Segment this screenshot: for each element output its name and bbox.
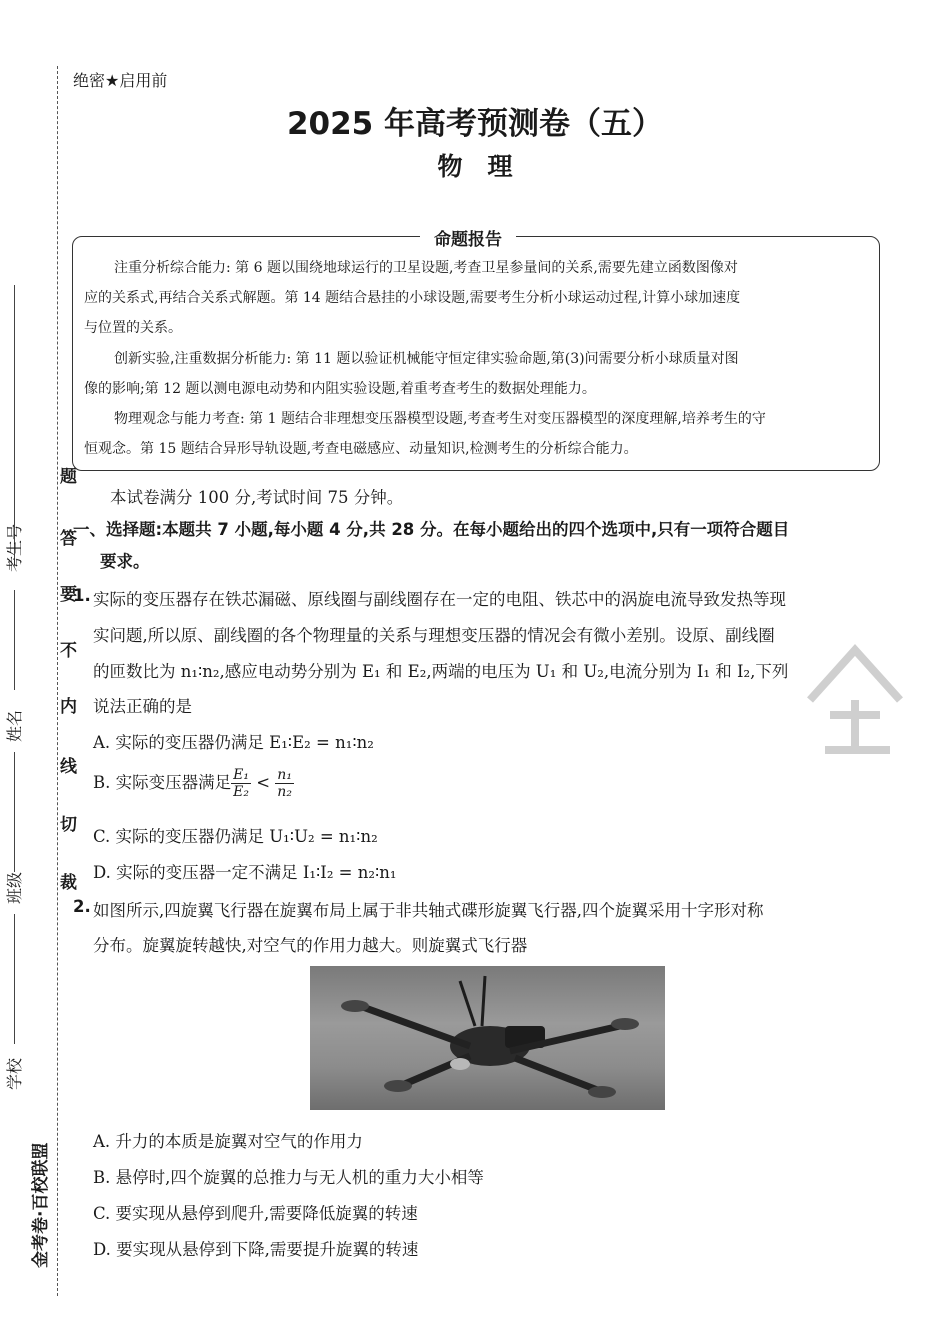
secret-label: 绝密★启用前 xyxy=(73,71,168,90)
cut-word: 线 xyxy=(60,757,77,777)
brand-label: 金考卷·百校联盟 xyxy=(31,1142,51,1268)
page-title: 2025 年高考预测卷（五） xyxy=(286,106,664,142)
question-text: 实际的变压器存在铁芯漏磁、原线圈与副线圈存在一定的电阻、铁芯中的涡旋电流导致发热等现 xyxy=(93,590,786,609)
report-line: 像的影响;第 12 题以测电源电动势和内阻实验设题,着重考查考生的数据处理能力。 xyxy=(84,381,596,397)
cut-word: 要 xyxy=(60,585,77,605)
cut-word: 切 xyxy=(60,815,77,835)
question-number: 2. xyxy=(73,897,91,916)
subject-title: 物 理 xyxy=(437,152,513,181)
cut-word: 题 xyxy=(60,467,77,487)
cut-word: 内 xyxy=(60,697,77,717)
drone-icon xyxy=(310,966,665,1110)
question-text: 如图所示,四旋翼飞行器在旋翼布局上属于非共轴式碟形旋翼飞行器,四个旋翼采用十字形对称 xyxy=(93,901,764,920)
field-label-school: 学校 xyxy=(5,1057,24,1090)
option-a: A. 实际的变压器仍满足 E₁∶E₂ = n₁∶n₂ xyxy=(93,733,374,752)
field-underline xyxy=(14,914,16,1044)
option-b: B. 悬停时,四个旋翼的总推力与无人机的重力大小相等 xyxy=(93,1168,484,1187)
report-line: 注重分析综合能力: 第 6 题以围绕地球运行的卫星设题,考查卫星参量间的关系,需要先建立函数图像对 xyxy=(114,260,738,276)
section-heading: 一、选择题:本题共 7 小题,每小题 4 分,共 28 分。在每小题给出的四个选项中,只有一项符合题目 xyxy=(73,520,790,539)
report-line: 创新实验,注重数据分析能力: 第 11 题以验证机械能守恒定律实验命题,第(3)问需要分析小球质量对图 xyxy=(114,351,739,367)
cut-word: 答 xyxy=(60,529,77,549)
option-b: B. 实际变压器满足 $\frac{\text{E₁}}{\text{E₂}}$ < $\frac{\text{n₁}}{\text{n₂}}$ xyxy=(93,767,292,800)
field-underline xyxy=(14,752,16,872)
option-c: C. 要实现从悬停到爬升,需要降低旋翼的转速 xyxy=(93,1204,418,1223)
field-label-name: 姓名 xyxy=(5,709,24,742)
question-text: 实问题,所以原、副线圈的各个物理量的关系与理想变压器的情况会有微小差别。设原、副线圈 xyxy=(93,626,775,645)
field-label-exam-number: 考生号 xyxy=(5,523,24,572)
cut-word: 裁 xyxy=(60,873,77,893)
option-c: C. 实际的变压器仍满足 U₁∶U₂ = n₁∶n₂ xyxy=(93,827,378,846)
report-title: 命题报告 xyxy=(420,225,516,250)
cut-line xyxy=(57,66,58,1296)
option-d: D. 要实现从悬停到下降,需要提升旋翼的转速 xyxy=(93,1240,419,1259)
drone-photo xyxy=(310,966,665,1110)
option-d: D. 实际的变压器一定不满足 I₁∶I₂ = n₂∶n₁ xyxy=(93,863,397,882)
section-heading-cont: 要求。 xyxy=(100,552,150,571)
question-text: 说法正确的是 xyxy=(93,697,192,716)
cut-word: 不 xyxy=(60,641,77,661)
field-underline xyxy=(14,590,16,690)
watermark-icon xyxy=(800,640,930,760)
watermark-logo xyxy=(800,640,930,782)
report-line: 与位置的关系。 xyxy=(84,320,182,336)
field-label-class: 班级 xyxy=(5,871,24,904)
report-line: 恒观念。第 15 题结合异形导轨设题,考查电磁感应、动量知识,检测考生的分析综合能力。 xyxy=(84,441,638,457)
question-text: 的匝数比为 n₁∶n₂,感应电动势分别为 E₁ 和 E₂,两端的电压为 U₁ 和 U₂,电流分别为 I₁ 和 I₂,下列 xyxy=(93,662,789,681)
report-line: 物理观念与能力考查: 第 1 题结合非理想变压器模型设题,考查考生对变压器模型的深度理解,培养考生的守 xyxy=(114,411,766,427)
question-number: 1. xyxy=(73,586,91,605)
exam-info: 本试卷满分 100 分,考试时间 75 分钟。 xyxy=(110,488,404,507)
question-text: 分布。旋翼旋转越快,对空气的作用力越大。则旋翼式飞行器 xyxy=(93,936,528,955)
report-line: 应的关系式,再结合关系式解题。第 14 题结合悬挂的小球设题,需要考生分析小球运动过程,计算小球加速度 xyxy=(84,290,741,306)
option-a: A. 升力的本质是旋翼对空气的作用力 xyxy=(93,1132,363,1151)
